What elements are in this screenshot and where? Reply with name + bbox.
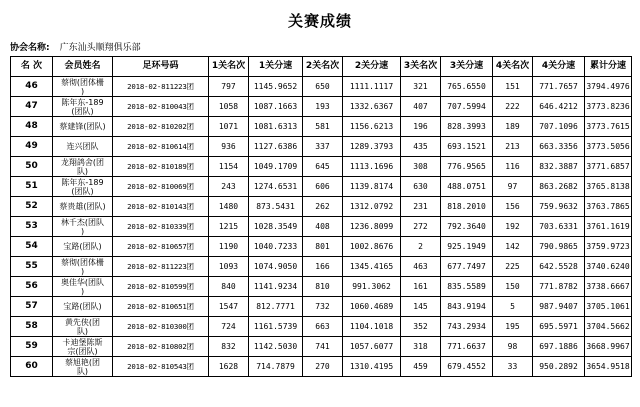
- total-speed-cell: 3763.7865: [585, 197, 632, 217]
- member-name-cell: [53, 297, 113, 317]
- stage3-rank-cell: 272: [401, 217, 441, 237]
- stage2-rank-cell: 663: [303, 317, 343, 337]
- stage1-speed-cell: 1127.6386: [249, 137, 303, 157]
- stage1-rank-cell: 936: [209, 137, 249, 157]
- ring-number-cell: 2018-02-810189团: [113, 157, 209, 177]
- stage2-rank-cell: 270: [303, 357, 343, 377]
- stage4-speed-cell: 987.9407: [533, 297, 585, 317]
- member-name-line: (团队): [71, 106, 94, 116]
- stage3-rank-cell: 463: [401, 257, 441, 277]
- table-row: [11, 197, 632, 217]
- stage1-speed-cell: 1161.5739: [249, 317, 303, 337]
- rank-cell: 52: [11, 197, 53, 217]
- stage2-speed-cell: 1060.4689: [343, 297, 401, 317]
- rank-cell: 60: [11, 357, 53, 377]
- stage2-speed-cell: 1312.0792: [343, 197, 401, 217]
- ring-number-cell: 2018-02-811223团: [113, 77, 209, 97]
- table-row: [11, 97, 632, 117]
- association-line: [10, 40, 141, 53]
- stage4-rank-cell: 195: [493, 317, 533, 337]
- stage4-speed-cell: 697.1886: [533, 337, 585, 357]
- stage4-rank-cell: 98: [493, 337, 533, 357]
- stage4-rank-cell: 97: [493, 177, 533, 197]
- stage3-rank-cell: 145: [401, 297, 441, 317]
- stage1-rank-cell: 1058: [209, 97, 249, 117]
- stage2-rank-cell: 408: [303, 217, 343, 237]
- stage4-rank-cell: 5: [493, 297, 533, 317]
- total-speed-cell: 3794.4976: [585, 77, 632, 97]
- stage3-rank-cell: 318: [401, 337, 441, 357]
- rank-cell: 51: [11, 177, 53, 197]
- stage3-rank-cell: 308: [401, 157, 441, 177]
- stage1-rank-cell: 840: [209, 277, 249, 297]
- member-name-line: 连兴团队: [66, 142, 99, 151]
- stage1-speed-cell: 1028.3549: [249, 217, 303, 237]
- ring-number-cell: 2018-02-810599团: [113, 277, 209, 297]
- stage2-speed-cell: 1310.4195: [343, 357, 401, 377]
- association-name: 广东汕头顺翔俱乐部: [59, 43, 141, 53]
- total-speed-cell: 3773.7615: [585, 117, 632, 137]
- stage3-speed-cell: 693.1521: [441, 137, 493, 157]
- table-body: [11, 77, 632, 377]
- member-name-line: 队): [76, 366, 89, 376]
- member-name-line: 龙翔鸽舍(团: [60, 157, 105, 167]
- stage4-speed-cell: 663.3356: [533, 137, 585, 157]
- stage3-speed-cell: 828.3993: [441, 117, 493, 137]
- rank-cell: 57: [11, 297, 53, 317]
- stage2-speed-cell: 1156.6213: [343, 117, 401, 137]
- stage3-speed-cell: 765.6550: [441, 77, 493, 97]
- stage1-speed-cell: 1145.9652: [249, 77, 303, 97]
- stage3-rank-cell: 407: [401, 97, 441, 117]
- stage3-rank-cell: 231: [401, 197, 441, 217]
- member-name-line: 陈年东-189: [61, 97, 104, 107]
- table-row: [11, 297, 632, 317]
- stage3-speed-cell: 679.4552: [441, 357, 493, 377]
- stage2-rank-cell: 606: [303, 177, 343, 197]
- stage4-rank-cell: 222: [493, 97, 533, 117]
- stage2-rank-cell: 732: [303, 297, 343, 317]
- stage3-rank-cell: 630: [401, 177, 441, 197]
- table-row: [11, 177, 632, 197]
- member-name-line: 林千杰(团队: [60, 217, 105, 227]
- rank-cell: 56: [11, 277, 53, 297]
- stage2-speed-cell: 1002.8676: [343, 237, 401, 257]
- rank-cell: 49: [11, 137, 53, 157]
- stage1-rank-cell: 1071: [209, 117, 249, 137]
- stage2-speed-cell: 1332.6367: [343, 97, 401, 117]
- stage4-speed-cell: 950.2892: [533, 357, 585, 377]
- member-name-cell: [53, 177, 113, 197]
- col-header-member: 会员姓名: [53, 57, 113, 77]
- stage3-rank-cell: 435: [401, 137, 441, 157]
- rank-cell: 59: [11, 337, 53, 357]
- ring-number-cell: 2018-02-810651团: [113, 297, 209, 317]
- stage2-rank-cell: 337: [303, 137, 343, 157]
- stage2-rank-cell: 193: [303, 97, 343, 117]
- ring-number-cell: 2018-02-810043团: [113, 97, 209, 117]
- total-speed-cell: 3761.1619: [585, 217, 632, 237]
- results-table: [10, 56, 632, 377]
- stage1-speed-cell: 1040.7233: [249, 237, 303, 257]
- stage2-rank-cell: 581: [303, 117, 343, 137]
- total-speed-cell: 3773.5056: [585, 137, 632, 157]
- stage4-rank-cell: 189: [493, 117, 533, 137]
- total-speed-cell: 3773.8236: [585, 97, 632, 117]
- stage1-rank-cell: 1093: [209, 257, 249, 277]
- col-header-s4: 4关分速: [533, 57, 585, 77]
- table-row: [11, 137, 632, 157]
- total-speed-cell: 3759.9723: [585, 237, 632, 257]
- stage1-speed-cell: 1141.9234: [249, 277, 303, 297]
- member-name-cell: [53, 257, 113, 277]
- stage1-rank-cell: 1190: [209, 237, 249, 257]
- member-name-cell: [53, 237, 113, 257]
- member-name-line: 宗(团队): [67, 346, 98, 356]
- stage1-speed-cell: 1274.6531: [249, 177, 303, 197]
- stage1-speed-cell: 1074.9050: [249, 257, 303, 277]
- stage3-rank-cell: 2: [401, 237, 441, 257]
- ring-number-cell: 2018-02-810069团: [113, 177, 209, 197]
- stage1-rank-cell: 1628: [209, 357, 249, 377]
- col-header-r2: 2关名次: [303, 57, 343, 77]
- member-name-cell: [53, 157, 113, 177]
- stage2-rank-cell: 645: [303, 157, 343, 177]
- stage2-speed-cell: 1139.8174: [343, 177, 401, 197]
- stage2-speed-cell: 1236.8099: [343, 217, 401, 237]
- stage1-rank-cell: 832: [209, 337, 249, 357]
- stage4-speed-cell: 695.5971: [533, 317, 585, 337]
- stage4-rank-cell: 213: [493, 137, 533, 157]
- stage2-speed-cell: 1111.1117: [343, 77, 401, 97]
- member-name-line: 队): [76, 166, 89, 176]
- stage2-speed-cell: 1289.3793: [343, 137, 401, 157]
- col-header-total: 累计分速: [585, 57, 632, 77]
- stage2-rank-cell: 262: [303, 197, 343, 217]
- member-name-cell: [53, 117, 113, 137]
- ring-number-cell: 2018-02-810657团: [113, 237, 209, 257]
- stage4-rank-cell: 156: [493, 197, 533, 217]
- stage4-rank-cell: 192: [493, 217, 533, 237]
- table-row: [11, 277, 632, 297]
- stage4-speed-cell: 863.2682: [533, 177, 585, 197]
- stage1-rank-cell: 1480: [209, 197, 249, 217]
- col-header-r3: 3关名次: [401, 57, 441, 77]
- stage4-speed-cell: 759.9632: [533, 197, 585, 217]
- total-speed-cell: 3765.8138: [585, 177, 632, 197]
- stage3-speed-cell: 707.5994: [441, 97, 493, 117]
- ring-number-cell: 2018-02-810614团: [113, 137, 209, 157]
- stage4-rank-cell: 151: [493, 77, 533, 97]
- member-name-cell: [53, 277, 113, 297]
- stage2-speed-cell: 991.3062: [343, 277, 401, 297]
- stage3-speed-cell: 771.6637: [441, 337, 493, 357]
- member-name-line: ): [80, 286, 85, 296]
- member-name-cell: [53, 197, 113, 217]
- member-name-cell: [53, 77, 113, 97]
- member-name-line: 蔡旭艳(团: [64, 357, 101, 367]
- stage2-speed-cell: 1057.6077: [343, 337, 401, 357]
- stage4-rank-cell: 142: [493, 237, 533, 257]
- page-title: 关赛成绩: [287, 12, 352, 30]
- stage3-speed-cell: 792.3640: [441, 217, 493, 237]
- stage4-rank-cell: 150: [493, 277, 533, 297]
- stage3-speed-cell: 843.9194: [441, 297, 493, 317]
- total-speed-cell: 3654.9518: [585, 357, 632, 377]
- stage1-speed-cell: 873.5431: [249, 197, 303, 217]
- stage1-speed-cell: 1049.1709: [249, 157, 303, 177]
- ring-number-cell: 2018-02-810802团: [113, 337, 209, 357]
- stage1-speed-cell: 1081.6313: [249, 117, 303, 137]
- stage4-speed-cell: 642.5528: [533, 257, 585, 277]
- stage2-rank-cell: 166: [303, 257, 343, 277]
- stage3-speed-cell: 488.0751: [441, 177, 493, 197]
- member-name-line: 队): [76, 326, 89, 336]
- stage3-rank-cell: 352: [401, 317, 441, 337]
- stage1-rank-cell: 1215: [209, 217, 249, 237]
- member-name-line: 黄先侠(团: [64, 317, 101, 327]
- ring-number-cell: 2018-02-810143团: [113, 197, 209, 217]
- member-name-line: 陈年东-189: [61, 177, 104, 187]
- stage4-speed-cell: 646.4212: [533, 97, 585, 117]
- association-label: 协会名称:: [10, 43, 50, 53]
- total-speed-cell: 3705.1061: [585, 297, 632, 317]
- table-row: [11, 257, 632, 277]
- stage1-rank-cell: 797: [209, 77, 249, 97]
- stage1-speed-cell: 714.7879: [249, 357, 303, 377]
- stage2-speed-cell: 1113.1696: [343, 157, 401, 177]
- stage1-rank-cell: 724: [209, 317, 249, 337]
- table-row: [11, 157, 632, 177]
- ring-number-cell: 2018-02-810300团: [113, 317, 209, 337]
- stage4-speed-cell: 771.8782: [533, 277, 585, 297]
- stage1-rank-cell: 243: [209, 177, 249, 197]
- member-name-cell: [53, 217, 113, 237]
- stage3-speed-cell: 743.2934: [441, 317, 493, 337]
- stage4-speed-cell: 703.6331: [533, 217, 585, 237]
- col-header-s2: 2关分速: [343, 57, 401, 77]
- total-speed-cell: 3668.9967: [585, 337, 632, 357]
- col-header-rank: 名 次: [11, 57, 53, 77]
- col-header-r1: 1关名次: [209, 57, 249, 77]
- stage3-rank-cell: 196: [401, 117, 441, 137]
- stage3-rank-cell: 459: [401, 357, 441, 377]
- stage1-rank-cell: 1154: [209, 157, 249, 177]
- rank-cell: 46: [11, 77, 53, 97]
- member-name-line: 卡迪堡陈斯: [62, 337, 103, 347]
- member-name-line: 蔡彻(团体栅: [60, 77, 105, 87]
- total-speed-cell: 3740.6240: [585, 257, 632, 277]
- member-name-line: (团队): [71, 186, 94, 196]
- table-row: [11, 337, 632, 357]
- member-name-cell: [53, 137, 113, 157]
- stage3-speed-cell: 818.2010: [441, 197, 493, 217]
- member-name-line: ): [80, 226, 85, 236]
- table-row: [11, 77, 632, 97]
- member-name-line: 蔡建锋(团队): [59, 122, 106, 131]
- stage2-rank-cell: 741: [303, 337, 343, 357]
- stage3-rank-cell: 321: [401, 77, 441, 97]
- col-header-ring: 足环号码: [113, 57, 209, 77]
- rank-cell: 55: [11, 257, 53, 277]
- stage3-rank-cell: 161: [401, 277, 441, 297]
- ring-number-cell: 2018-02-811223团: [113, 257, 209, 277]
- stage2-speed-cell: 1345.4165: [343, 257, 401, 277]
- col-header-s3: 3关分速: [441, 57, 493, 77]
- member-name-cell: [53, 337, 113, 357]
- total-speed-cell: 3738.6667: [585, 277, 632, 297]
- table-row: [11, 317, 632, 337]
- stage2-rank-cell: 810: [303, 277, 343, 297]
- member-name-line: ): [80, 266, 85, 276]
- rank-cell: 48: [11, 117, 53, 137]
- stage3-speed-cell: 677.7497: [441, 257, 493, 277]
- member-name-line: 蔡贵雄(团队): [59, 202, 106, 211]
- header-row: [11, 57, 632, 77]
- table-row: [11, 357, 632, 377]
- table-row: [11, 237, 632, 257]
- member-name-line: 宝路(团队): [63, 302, 102, 311]
- ring-number-cell: 2018-02-810339团: [113, 217, 209, 237]
- member-name-line: 奥佳华(团队: [60, 277, 105, 287]
- col-header-r4: 4关名次: [493, 57, 533, 77]
- stage4-speed-cell: 832.3887: [533, 157, 585, 177]
- member-name-cell: [53, 97, 113, 117]
- stage4-rank-cell: 116: [493, 157, 533, 177]
- stage2-speed-cell: 1104.1018: [343, 317, 401, 337]
- stage4-rank-cell: 33: [493, 357, 533, 377]
- stage1-speed-cell: 1087.1663: [249, 97, 303, 117]
- rank-cell: 50: [11, 157, 53, 177]
- stage4-rank-cell: 225: [493, 257, 533, 277]
- member-name-line: 蔡彻(团体栅: [60, 257, 105, 267]
- stage3-speed-cell: 776.9565: [441, 157, 493, 177]
- rank-cell: 54: [11, 237, 53, 257]
- stage1-speed-cell: 812.7771: [249, 297, 303, 317]
- total-speed-cell: 3704.5662: [585, 317, 632, 337]
- stage3-speed-cell: 925.1949: [441, 237, 493, 257]
- table-row: [11, 217, 632, 237]
- member-name-line: 宝路(团队): [63, 242, 102, 251]
- member-name-cell: [53, 357, 113, 377]
- stage4-speed-cell: 771.7657: [533, 77, 585, 97]
- ring-number-cell: 2018-02-810543团: [113, 357, 209, 377]
- member-name-line: ): [80, 86, 85, 96]
- col-header-s1: 1关分速: [249, 57, 303, 77]
- table-row: [11, 117, 632, 137]
- stage2-rank-cell: 801: [303, 237, 343, 257]
- stage1-speed-cell: 1142.5030: [249, 337, 303, 357]
- rank-cell: 47: [11, 97, 53, 117]
- total-speed-cell: 3771.6857: [585, 157, 632, 177]
- rank-cell: 58: [11, 317, 53, 337]
- stage3-speed-cell: 835.5589: [441, 277, 493, 297]
- stage4-speed-cell: 707.1096: [533, 117, 585, 137]
- ring-number-cell: 2018-02-810202团: [113, 117, 209, 137]
- rank-cell: 53: [11, 217, 53, 237]
- stage1-rank-cell: 1547: [209, 297, 249, 317]
- stage4-speed-cell: 790.9865: [533, 237, 585, 257]
- stage2-rank-cell: 650: [303, 77, 343, 97]
- member-name-cell: [53, 317, 113, 337]
